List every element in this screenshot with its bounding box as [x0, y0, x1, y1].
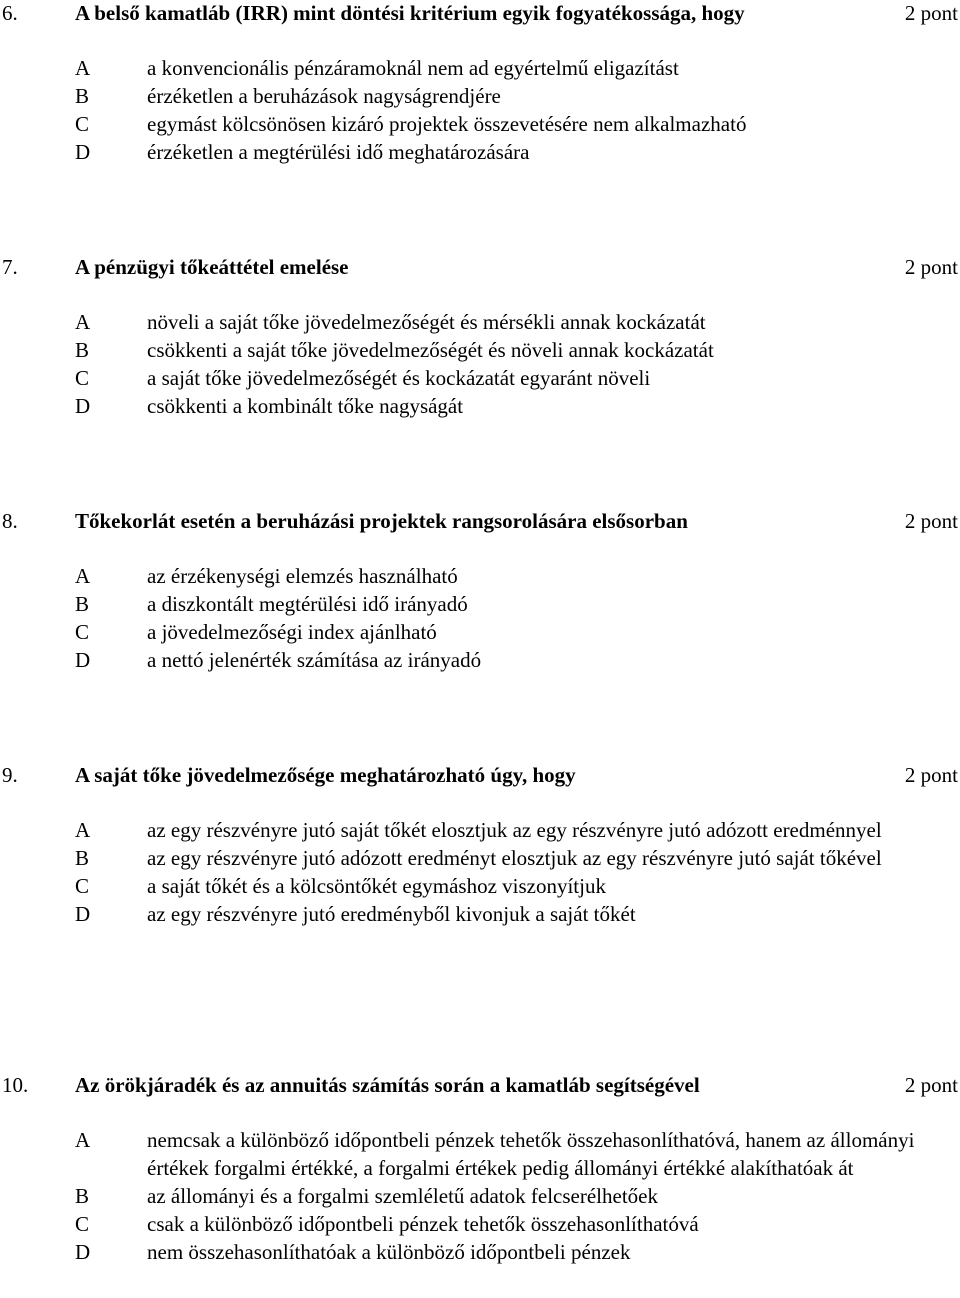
option-list — [0, 1126, 960, 1266]
option-list — [0, 54, 960, 166]
option-letter: C — [75, 366, 90, 390]
option-letter: A — [75, 564, 91, 588]
option-a — [0, 816, 960, 844]
option-d — [0, 900, 960, 928]
option-list — [0, 816, 960, 928]
option-a — [0, 562, 960, 590]
question-points: 2 pont — [904, 1, 958, 25]
question-9 — [0, 762, 960, 928]
option-text: érzéketlen a megtérülési idő meghatározására — [147, 140, 530, 164]
option-text: a jövedelmezőségi index ajánlható — [147, 620, 437, 644]
option-letter: C — [75, 112, 90, 136]
option-text: csak a különböző időpontbeli pénzek tehetők összehasonlíthatóvá — [147, 1212, 699, 1236]
question-6 — [0, 0, 960, 166]
question-7 — [0, 254, 960, 420]
option-a — [0, 1126, 960, 1182]
option-c — [0, 364, 960, 392]
question-number: 8. — [2, 509, 18, 533]
option-d — [0, 1238, 960, 1266]
option-text: a saját tőkét és a kölcsöntőkét egymáshoz viszonyítjuk — [147, 874, 606, 898]
option-text: a diszkontált megtérülési idő irányadó — [147, 592, 468, 616]
option-text: egymást kölcsönösen kizáró projektek összevetésére nem alkalmazható — [147, 112, 747, 136]
option-text: csökkenti a kombinált tőke nagyságát — [147, 394, 464, 418]
option-text: nem összehasonlíthatóak a különböző időpontbeli pénzek — [147, 1240, 631, 1264]
option-c — [0, 872, 960, 900]
question-title: A saját tőke jövedelmezősége meghatározható úgy, hogy — [75, 763, 576, 787]
option-letter: B — [75, 338, 90, 362]
option-letter: A — [75, 310, 91, 334]
question-8 — [0, 508, 960, 674]
option-text: az egy részvényre jutó saját tőkét elosztjuk az egy részvényre jutó adózott eredménnyel — [147, 818, 882, 842]
option-letter: A — [75, 1128, 91, 1152]
option-letter: C — [75, 874, 90, 898]
question-number: 10. — [2, 1073, 29, 1097]
option-text: a konvencionális pénzáramoknál nem ad egyértelmű eligazítást — [147, 56, 679, 80]
option-text: az egy részvényre jutó eredményből kivonjuk a saját tőkét — [147, 902, 636, 926]
option-text: érzéketlen a beruházások nagyságrendjére — [147, 84, 501, 108]
option-letter: D — [75, 394, 91, 418]
option-text: az érzékenységi elemzés használható — [147, 564, 458, 588]
option-b — [0, 1182, 960, 1210]
question-title: A pénzügyi tőkeáttétel emelése — [75, 255, 349, 279]
option-d — [0, 392, 960, 420]
option-text: a saját tőke jövedelmezőségét és kockázatát egyaránt növeli — [147, 366, 651, 390]
option-d — [0, 646, 960, 674]
option-text: csökkenti a saját tőke jövedelmezőségét és növeli annak kockázatát — [147, 338, 714, 362]
option-text: a nettó jelenérték számítása az irányadó — [147, 648, 482, 672]
question-number: 7. — [2, 255, 18, 279]
question-header — [0, 0, 960, 26]
option-text: az egy részvényre jutó adózott eredményt elosztjuk az egy részvényre jutó saját tőkével — [147, 846, 882, 870]
option-c — [0, 618, 960, 646]
option-letter: A — [75, 818, 91, 842]
option-a — [0, 308, 960, 336]
option-text: az állományi és a forgalmi szemléletű adatok felcserélhetőek — [147, 1184, 658, 1208]
option-d — [0, 138, 960, 166]
option-letter: C — [75, 1212, 90, 1236]
option-list — [0, 562, 960, 674]
question-points: 2 pont — [904, 1073, 958, 1097]
question-points: 2 pont — [904, 509, 958, 533]
question-header — [0, 254, 960, 280]
question-points: 2 pont — [904, 763, 958, 787]
question-title: A belső kamatláb (IRR) mint döntési kritérium egyik fogyatékossága, hogy — [75, 1, 745, 25]
option-text: nemcsak a különböző időpontbeli pénzek tehetők összehasonlíthatóvá, hanem az állományi értékek forgalmi értékké, a forgalmi értékek pedig állományi értékké alakíthatóak át — [147, 1128, 915, 1180]
option-letter: D — [75, 648, 91, 672]
option-letter: D — [75, 1240, 91, 1264]
question-title: Az örökjáradék és az annuitás számítás során a kamatláb segítségével — [75, 1073, 700, 1097]
question-number: 6. — [2, 1, 18, 25]
option-letter: B — [75, 1184, 90, 1208]
option-letter: A — [75, 56, 91, 80]
option-b — [0, 590, 960, 618]
option-b — [0, 82, 960, 110]
option-list — [0, 308, 960, 420]
question-header — [0, 508, 960, 534]
question-header — [0, 1072, 960, 1098]
question-10 — [0, 1072, 960, 1266]
question-number: 9. — [2, 763, 18, 787]
option-b — [0, 844, 960, 872]
option-c — [0, 110, 960, 138]
option-text: növeli a saját tőke jövedelmezőségét és mérsékli annak kockázatát — [147, 310, 706, 334]
option-letter: D — [75, 140, 91, 164]
option-letter: B — [75, 84, 90, 108]
question-points: 2 pont — [904, 255, 958, 279]
option-b — [0, 336, 960, 364]
option-letter: B — [75, 592, 90, 616]
question-title: Tőkekorlát esetén a beruházási projektek rangsorolására elsősorban — [75, 509, 688, 533]
option-c — [0, 1210, 960, 1238]
option-letter: B — [75, 846, 90, 870]
option-letter: C — [75, 620, 90, 644]
option-letter: D — [75, 902, 91, 926]
option-a — [0, 54, 960, 82]
question-header — [0, 762, 960, 788]
